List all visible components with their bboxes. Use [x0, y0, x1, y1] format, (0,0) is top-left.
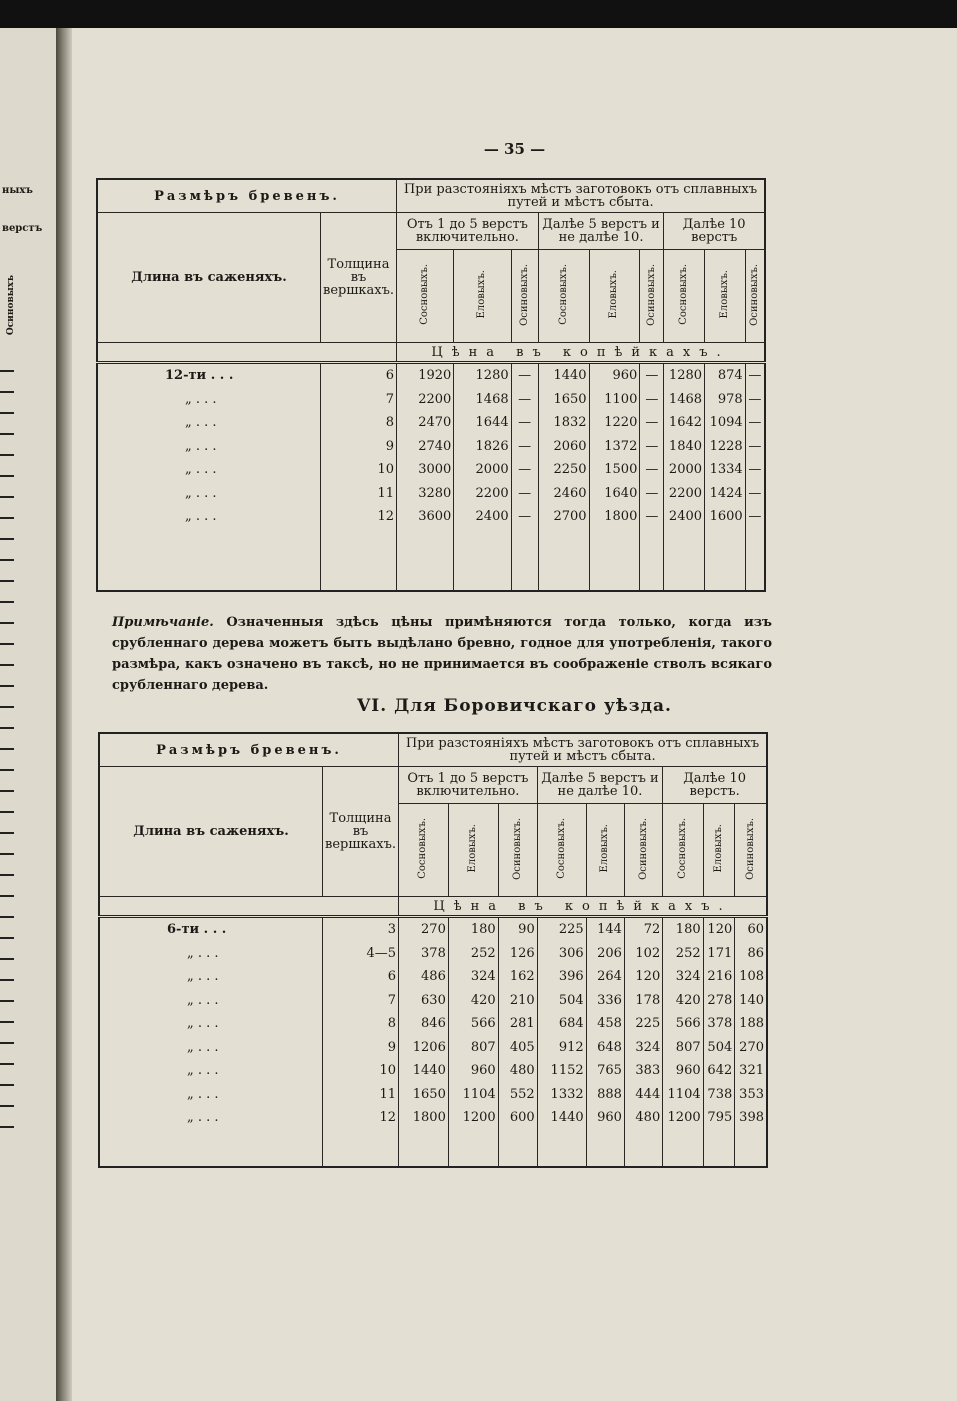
- table2-length-cell: „ . . .: [187, 1016, 219, 1031]
- table2-price-cell: 188: [739, 1016, 764, 1031]
- left-edge-text-1: ныхъ: [2, 185, 33, 196]
- table1-price-column-6: [640, 363, 664, 591]
- table2-species-aspen-1: Осиновыхъ.: [498, 804, 537, 897]
- table2-price-cell: 807: [675, 1039, 701, 1055]
- table1-price-cell: 2200: [475, 485, 509, 501]
- table1-price-cell: —: [645, 485, 659, 501]
- table1-species-pine-1: Сосновыхъ.: [397, 250, 454, 343]
- table2-price-cell: 566: [470, 1016, 496, 1031]
- table1-price-cell: 3000: [418, 462, 452, 477]
- table2-price-cell: 120: [707, 922, 733, 937]
- table2-length-cell: „ . . .: [187, 1063, 219, 1078]
- table2-thickness-cell: 7: [387, 992, 397, 1008]
- table1-thickness-cell: 11: [377, 485, 395, 501]
- table2-price-cell: 642: [707, 1063, 733, 1078]
- table1-price-cell: 2700: [553, 509, 587, 524]
- table2-distance-header: При разстояніяхъ мѣстъ заготовокъ отъ сплавныхъ путей и мѣстъ сбыта.: [399, 733, 767, 767]
- table2-price-cell: 1104: [667, 1086, 701, 1102]
- table2-price-cell: 162: [509, 969, 535, 984]
- table2-thickness-cell: 3: [387, 922, 397, 937]
- table2-price-cell: 684: [558, 1016, 584, 1031]
- table2-length-cell: „ . . .: [187, 945, 219, 961]
- table2-species-spruce-3: Еловыхъ.: [703, 804, 735, 897]
- table1-group-3: Далѣе 10 верстъ: [664, 213, 765, 250]
- table1-price-cell: 1440: [553, 368, 587, 383]
- table1-thickness-cell: 7: [385, 391, 395, 407]
- left-edge-text-2: верстъ: [2, 223, 43, 234]
- table2-price-cell: 324: [675, 969, 701, 984]
- table2-price-cell: 765: [597, 1063, 622, 1078]
- table2-price-cell: 144: [597, 922, 622, 937]
- table2-price-cell: 600: [509, 1110, 535, 1125]
- table1-price-cell: —: [748, 485, 762, 501]
- table1-length-header: Длина въ саженяхъ.: [97, 213, 321, 343]
- table2-price-cell: 552: [509, 1086, 535, 1102]
- table1-price-cell: 1372: [604, 438, 638, 454]
- table2-price-cell: 324: [470, 969, 496, 984]
- table2-price-cell: 120: [635, 969, 661, 984]
- table1-price-cell: —: [645, 391, 659, 407]
- table2-price-cell: 252: [675, 945, 701, 961]
- table2-length-cell: „ . . .: [187, 992, 219, 1008]
- table2-price-cell: 102: [635, 945, 661, 961]
- table1-price-cell: 1100: [604, 391, 638, 407]
- table2-length-cell: „ . . .: [187, 1086, 219, 1102]
- table2-price-cell: 225: [558, 922, 584, 937]
- table1-price-cell: 1640: [604, 485, 638, 501]
- table2-price-cell: 420: [470, 992, 496, 1008]
- table2-thickness-cell: 12: [379, 1110, 397, 1125]
- table1-price-cell: —: [748, 415, 762, 430]
- table1-species-pine-2: Сосновыхъ.: [538, 250, 589, 343]
- table2-price-cell: 383: [635, 1063, 661, 1078]
- table1-species-aspen-2: Осиновыхъ.: [640, 250, 664, 343]
- table1-species-aspen-3: Осиновыхъ.: [745, 250, 765, 343]
- table2-price-cell: 648: [597, 1039, 622, 1055]
- table2-price-cell: 396: [558, 969, 584, 984]
- table2-price-cell: 405: [509, 1039, 535, 1055]
- table1-price-cell: 1832: [553, 415, 587, 430]
- table2-price-cell: 264: [597, 969, 622, 984]
- table2-price-column-1: [399, 917, 449, 1167]
- table2-price-cell: 306: [558, 945, 584, 961]
- table2-price-cell: 180: [470, 922, 496, 937]
- note-label: Примѣчаніе.: [112, 615, 214, 630]
- table1-thickness-cell: 10: [377, 462, 395, 477]
- table1-price-cell: 2000: [668, 462, 703, 477]
- table1-price-cell: 2460: [553, 485, 587, 501]
- table2-price-cell: 178: [635, 992, 661, 1008]
- table1-price-cell: 1280: [668, 368, 703, 383]
- table1-price-cell: 2400: [475, 509, 509, 524]
- table2-price-cell: 1332: [550, 1086, 584, 1102]
- table1-price-column-5: [589, 363, 640, 591]
- table1-length-column: [97, 363, 321, 591]
- table1-price-cell: 2250: [553, 462, 587, 477]
- table2-size-header: Размѣръ бревенъ.: [99, 733, 399, 767]
- table2-price-cell: 1440: [550, 1110, 584, 1125]
- table1-price-cell: 1228: [709, 438, 743, 454]
- price-table-2: [98, 732, 768, 1168]
- table2-species-spruce-2: Еловыхъ.: [586, 804, 624, 897]
- table2-price-cell: 486: [421, 969, 446, 984]
- table2-price-cell: 807: [470, 1039, 496, 1055]
- table2-price-cell: 738: [707, 1086, 733, 1102]
- table2-price-cell: 504: [558, 992, 584, 1008]
- table2-price-cell: 321: [739, 1063, 764, 1078]
- table2-price-cell: 912: [558, 1039, 584, 1055]
- table2-species-aspen-3: Осиновыхъ.: [735, 804, 767, 897]
- table2-length-cell: „ . . .: [187, 1039, 219, 1055]
- table1-price-cell: 1094: [709, 415, 743, 430]
- table1-price-cell: 1650: [553, 391, 587, 407]
- table2-length-cell: „ . . .: [187, 969, 219, 984]
- table2-price-cell: 504: [707, 1039, 733, 1055]
- table2-price-cell: 140: [739, 992, 764, 1008]
- table1-price-cell: —: [748, 462, 762, 477]
- table2-price-cell: 1650: [412, 1086, 446, 1102]
- table2-thickness-cell: 10: [379, 1063, 397, 1078]
- table1-group-2: Далѣе 5 верстъ и не далѣе 10.: [538, 213, 664, 250]
- table2-price-header: Цѣна въ копѣйкахъ.: [399, 897, 767, 917]
- table1-thickness-cell: 9: [385, 438, 395, 454]
- table2-price-column-5: [586, 917, 624, 1167]
- left-page-dashes: [0, 370, 20, 1147]
- table2-price-cell: 278: [707, 992, 733, 1008]
- table2-price-cell: 210: [509, 992, 535, 1008]
- table2-price-cell: 458: [597, 1016, 622, 1031]
- table1-price-column-2: [454, 363, 511, 591]
- table2-price-cell: 1152: [550, 1063, 584, 1078]
- table2-thickness-cell: 11: [379, 1086, 397, 1102]
- table1-price-cell: 1920: [418, 368, 452, 383]
- table1-length-cell: 12-ти . . .: [165, 368, 234, 383]
- section-title: VI. Для Боровичскаго уѣзда.: [357, 696, 672, 716]
- table2-price-cell: 888: [597, 1086, 622, 1102]
- table1-thickness-cell: 8: [385, 415, 395, 430]
- table2-price-column-6: [624, 917, 662, 1167]
- table2-price-cell: 206: [597, 945, 622, 961]
- table1-price-cell: 1280: [475, 368, 509, 383]
- table1-species-pine-3: Сосновыхъ.: [664, 250, 705, 343]
- book-gutter: [56, 28, 72, 1401]
- table2-price-column-4: [537, 917, 586, 1167]
- table1-price-cell: 2200: [418, 391, 452, 407]
- table2-price-cell: 90: [518, 922, 535, 937]
- table2-price-column-9: [735, 917, 767, 1167]
- table1-price-cell: 1826: [475, 438, 509, 454]
- table2-group-1: Отъ 1 до 5 верстъ включительно.: [399, 767, 538, 804]
- table2-price-cell: 171: [707, 945, 733, 961]
- table1-thickness-header: Толщина въ вершкахъ.: [321, 213, 397, 343]
- table2-price-cell: 86: [747, 945, 764, 961]
- table2-price-cell: 324: [635, 1039, 661, 1055]
- table1-length-cell: „ . . .: [185, 462, 217, 477]
- table1-price-cell: —: [748, 368, 762, 383]
- table2-price-cell: 1440: [412, 1063, 446, 1078]
- table1-price-cell: 1642: [668, 415, 703, 430]
- table2-price-cell: 960: [597, 1110, 622, 1125]
- table2-species-pine-3: Сосновыхъ.: [663, 804, 703, 897]
- table1-price-cell: 2470: [418, 415, 452, 430]
- table1-price-column-4: [538, 363, 589, 591]
- right-page: [72, 28, 957, 1401]
- note-paragraph: [112, 612, 772, 696]
- table1-price-column-3: [511, 363, 538, 591]
- table2-price-cell: 1206: [412, 1039, 446, 1055]
- table1-price-cell: 2060: [553, 438, 587, 454]
- table1-distance-header: При разстояніяхъ мѣстъ заготовокъ отъ сплавныхъ путей и мѣстъ сбыта.: [397, 179, 765, 213]
- table2-species-pine-1: Сосновыхъ.: [399, 804, 449, 897]
- table2-price-cell: 108: [739, 969, 764, 984]
- table1-price-cell: —: [645, 509, 659, 524]
- table2-length-header: Длина въ саженяхъ.: [99, 767, 323, 897]
- table2-price-cell: 398: [739, 1110, 764, 1125]
- table1-species-spruce-2: Еловыхъ.: [589, 250, 640, 343]
- price-table-1: [96, 178, 766, 592]
- table1-species-spruce-3: Еловыхъ.: [705, 250, 746, 343]
- table1-price-cell: 1500: [604, 462, 638, 477]
- table1-price-cell: —: [645, 438, 659, 454]
- table2-thickness-cell: 9: [387, 1039, 397, 1055]
- table1-price-column-8: [705, 363, 746, 591]
- table2-length-column: [99, 917, 323, 1167]
- table1-length-cell: „ . . .: [185, 485, 217, 501]
- table2-price-cell: 566: [675, 1016, 701, 1031]
- table1-price-cell: 1220: [604, 415, 638, 430]
- table1-price-cell: 2400: [668, 509, 703, 524]
- table1-length-cell: „ . . .: [185, 438, 217, 454]
- table2-price-cell: 1200: [667, 1110, 701, 1125]
- table2-length-cell: „ . . .: [187, 1110, 219, 1125]
- table2-price-cell: 960: [675, 1063, 701, 1078]
- table1-price-cell: 1840: [668, 438, 703, 454]
- table1-price-cell: 874: [717, 368, 743, 383]
- table1-price-cell: —: [748, 391, 762, 407]
- table1-price-cell: 2740: [418, 438, 452, 454]
- table1-price-cell: 3280: [418, 485, 452, 501]
- table2-price-cell: 180: [675, 922, 701, 937]
- table2-price-cell: 960: [470, 1063, 496, 1078]
- table1-price-cell: —: [518, 485, 532, 501]
- table1-price-column-1: [397, 363, 454, 591]
- table2-price-cell: 72: [643, 922, 661, 937]
- table1-price-cell: —: [518, 462, 532, 477]
- table2-price-cell: 216: [707, 969, 733, 984]
- table1-price-header: Цѣна въ копѣйкахъ.: [397, 343, 765, 363]
- table1-price-cell: 1600: [709, 509, 743, 524]
- table1-length-cell: „ . . .: [185, 509, 217, 524]
- table2-price-cell: 1200: [462, 1110, 496, 1125]
- table1-price-cell: 1468: [475, 391, 509, 407]
- table1-price-cell: —: [518, 438, 532, 454]
- table1-price-cell: 3600: [418, 509, 452, 524]
- table1-group-1: Отъ 1 до 5 верстъ включительно.: [397, 213, 539, 250]
- table2-price-cell: 252: [470, 945, 496, 961]
- table2-price-cell: 846: [421, 1016, 446, 1031]
- left-edge-text-3: Осиновыхъ: [6, 275, 16, 336]
- table1-price-cell: 1424: [709, 485, 743, 501]
- table1-price-cell: —: [645, 462, 659, 477]
- table1-price-cell: —: [518, 368, 532, 383]
- table1-price-cell: 1334: [709, 462, 743, 477]
- table1-price-cell: —: [518, 509, 532, 524]
- table2-group-2: Далѣе 5 верстъ и не далѣе 10.: [537, 767, 663, 804]
- table1-thickness-cell: 6: [385, 368, 395, 383]
- table1-price-cell: 978: [717, 391, 743, 407]
- table1-length-cell: „ . . .: [185, 391, 217, 407]
- table1-price-cell: 1800: [604, 509, 638, 524]
- table2-price-cell: 420: [675, 992, 701, 1008]
- table2-price-cell: 378: [421, 945, 446, 961]
- table2-price-cell: 126: [509, 945, 535, 961]
- table1-price-cell: —: [748, 438, 762, 454]
- table1-price-column-7: [664, 363, 705, 591]
- table1-price-cell: 2000: [475, 462, 509, 477]
- table1-size-header: Размѣръ бревенъ.: [97, 179, 397, 213]
- table1-price-cell: 2200: [668, 485, 703, 501]
- table2-price-cell: 795: [707, 1110, 733, 1125]
- table2-price-cell: 270: [739, 1039, 764, 1055]
- table2-price-column-7: [663, 917, 703, 1167]
- table1-price-cell: —: [518, 415, 532, 430]
- table2-price-cell: 1800: [412, 1110, 446, 1125]
- table1-length-cell: „ . . .: [185, 415, 217, 430]
- table2-price-cell: 630: [421, 992, 446, 1008]
- table1-price-cell: 1644: [475, 415, 509, 430]
- table1-thickness-cell: 12: [377, 509, 395, 524]
- table2-thickness-header: Толщина въ вершкахъ.: [323, 767, 399, 897]
- table1-price-cell: 960: [612, 368, 638, 383]
- table2-species-aspen-2: Осиновыхъ.: [624, 804, 662, 897]
- table2-species-spruce-1: Еловыхъ.: [448, 804, 498, 897]
- table2-price-cell: 336: [597, 992, 622, 1008]
- note-text: Означенныя здѣсь цѣны примѣняются тогда только, когда изъ срубленнаго дерева можетъ быть выдѣлано бревно, годное для употребленія, такого размѣра, какъ означено въ таксѣ, но не принимается въ соображеніе стволъ всякаго срубленнаго дерева.: [112, 615, 772, 693]
- table2-price-column-3: [498, 917, 537, 1167]
- table2-price-cell: 480: [509, 1063, 535, 1078]
- table2-price-cell: 270: [421, 922, 446, 937]
- table1-species-aspen-1: Осиновыхъ.: [511, 250, 538, 343]
- table2-price-cell: 225: [635, 1016, 661, 1031]
- table1-price-cell: 1468: [668, 391, 703, 407]
- table2-price-cell: 60: [747, 922, 764, 937]
- table1-price-column-9: [745, 363, 765, 591]
- table2-price-cell: 480: [635, 1110, 661, 1125]
- table2-price-cell: 378: [707, 1016, 733, 1031]
- table2-thickness-column: [323, 917, 399, 1167]
- table1-thickness-column: [321, 363, 397, 591]
- table1-price-cell: —: [518, 391, 532, 407]
- table2-length-cell: 6-ти . . .: [167, 922, 227, 937]
- table2-price-cell: 353: [739, 1086, 764, 1102]
- table2-thickness-cell: 6: [387, 969, 397, 984]
- table2-price-column-8: [703, 917, 735, 1167]
- table2-thickness-cell: 8: [387, 1016, 397, 1031]
- table2-price-cell: 444: [635, 1086, 661, 1102]
- table1-price-cell: —: [748, 509, 762, 524]
- table2-price-cell: 1104: [462, 1086, 496, 1102]
- table2-species-pine-2: Сосновыхъ.: [537, 804, 586, 897]
- table2-thickness-cell: 4—5: [366, 945, 397, 961]
- table1-price-cell: —: [645, 368, 659, 383]
- table2-price-column-2: [448, 917, 498, 1167]
- table2-group-3: Далѣе 10 верстъ.: [663, 767, 767, 804]
- table2-price-cell: 281: [509, 1016, 535, 1031]
- page-number: — 35 —: [483, 140, 546, 158]
- table1-species-spruce-1: Еловыхъ.: [454, 250, 511, 343]
- table1-price-cell: —: [645, 415, 659, 430]
